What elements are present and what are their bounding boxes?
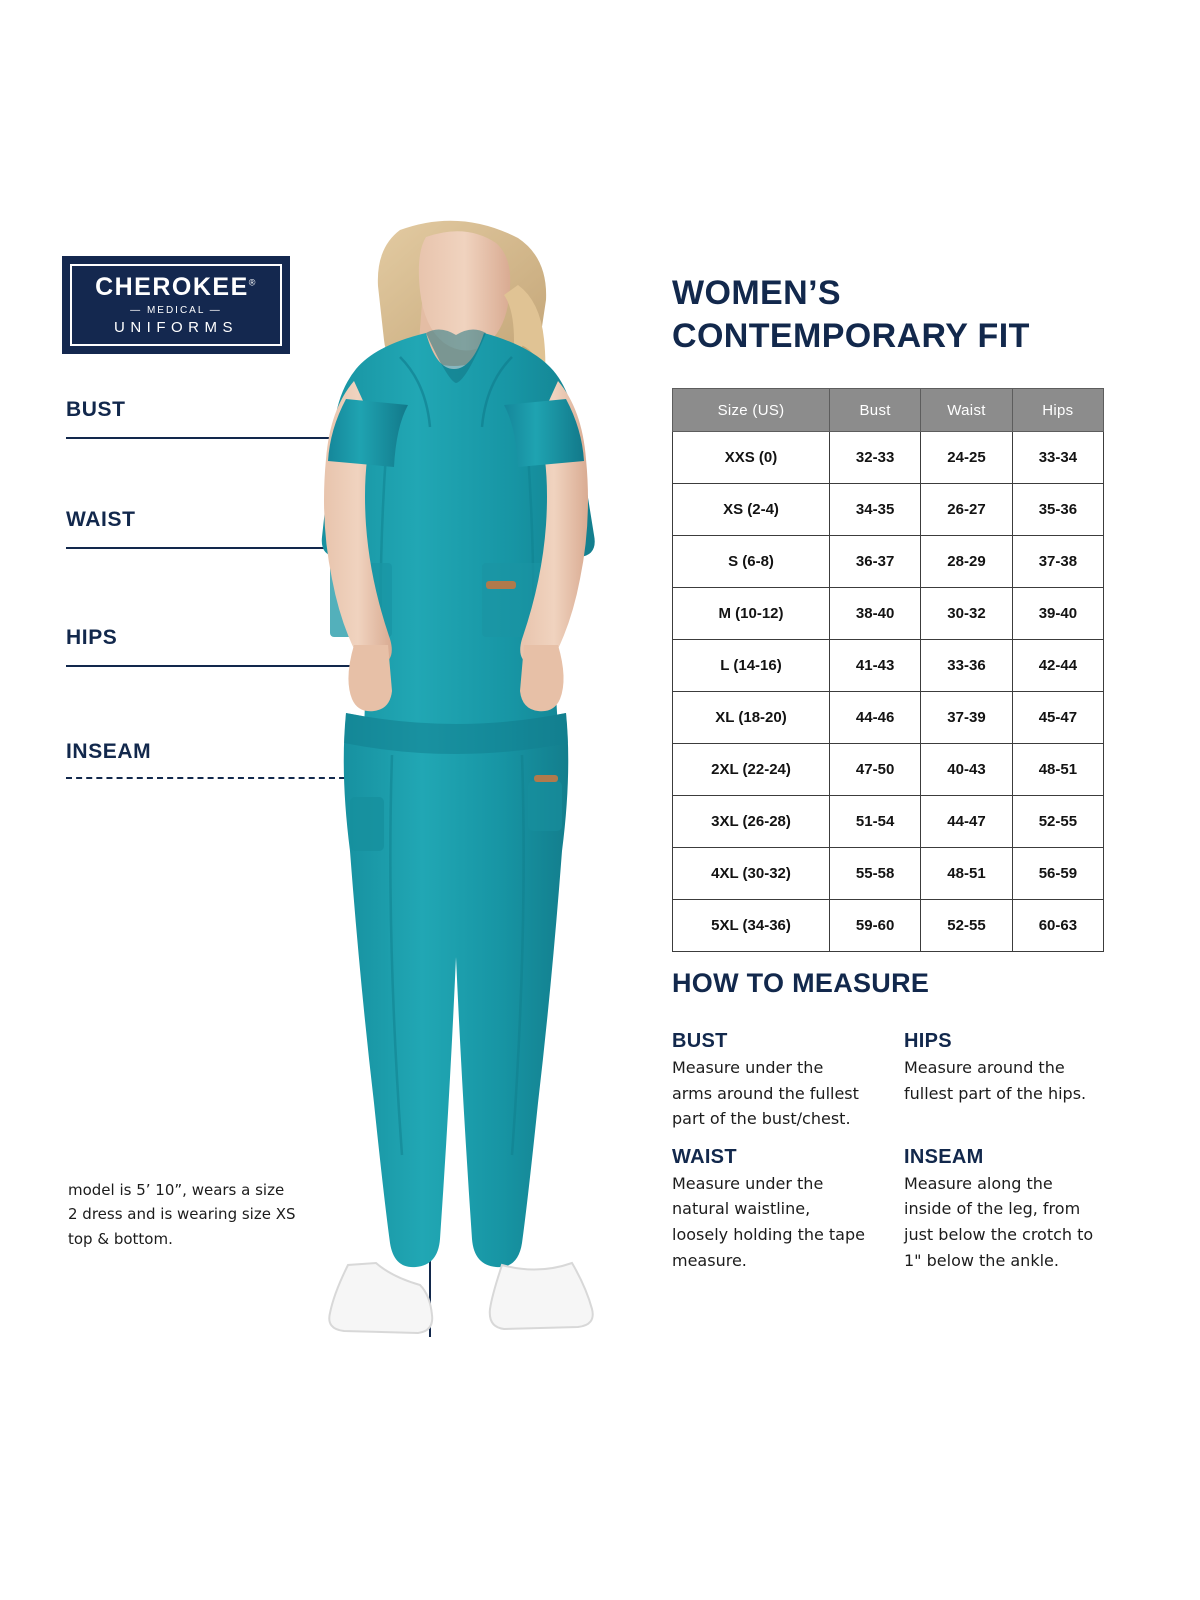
cell-size: 4XL (30-32): [673, 848, 830, 900]
cell-hips: 48-51: [1012, 744, 1103, 796]
how-to-measure-grid: [672, 1016, 1104, 1273]
table-row: [673, 744, 1104, 796]
left-hand: [348, 645, 392, 711]
table-row: [673, 588, 1104, 640]
cell-waist: 37-39: [921, 692, 1013, 744]
how-item-inseam-title: INSEAM: [904, 1145, 984, 1168]
table-row: [673, 536, 1104, 588]
cell-waist: 28-29: [921, 536, 1013, 588]
page-title: [672, 272, 1030, 357]
cell-size: XXS (0): [673, 432, 830, 484]
cell-hips: 42-44: [1012, 640, 1103, 692]
cell-hips: 45-47: [1012, 692, 1103, 744]
callout-label-waist: WAIST: [66, 508, 136, 531]
how-item-bust-title: BUST: [672, 1030, 728, 1052]
cell-waist: 52-55: [921, 900, 1013, 952]
how-item-inseam-text: Measure along the inside of the leg, from just below the crotch to 1" below the ankle.: [904, 1173, 1094, 1270]
callout-label-bust: BUST: [66, 398, 126, 421]
cell-size: XL (18-20): [673, 692, 830, 744]
cell-hips: 39-40: [1012, 588, 1103, 640]
how-item-waist-text: Measure under the natural waistline, loosely holding the tape measure.: [672, 1173, 865, 1270]
cell-bust: 41-43: [830, 640, 921, 692]
callout-label-hips: HIPS: [66, 626, 118, 649]
how-item-inseam: [904, 1132, 1104, 1273]
cell-bust: 44-46: [830, 692, 921, 744]
cell-hips: 60-63: [1012, 900, 1103, 952]
right-shoe: [490, 1263, 593, 1329]
right-hand: [520, 645, 564, 711]
table-row: [673, 432, 1104, 484]
col-size: Size (US): [673, 389, 830, 432]
table-row: [673, 640, 1104, 692]
cell-size: XS (2-4): [673, 484, 830, 536]
registered-mark-icon: ®: [248, 277, 257, 288]
cell-size: S (6-8): [673, 536, 830, 588]
how-item-hips: [904, 1016, 1104, 1132]
how-item-hips-text: Measure around the fullest part of the hips.: [904, 1058, 1087, 1103]
brand-name: [95, 272, 257, 301]
model-note: model is 5’ 10”, wears a size 2 dress and is wearing size XS top & bottom.: [68, 1181, 296, 1248]
logo-tag: [486, 581, 516, 589]
cell-waist: 30-32: [921, 588, 1013, 640]
cell-bust: 59-60: [830, 900, 921, 952]
col-bust: Bust: [830, 389, 921, 432]
cell-waist: 44-47: [921, 796, 1013, 848]
brand-name-text: CHEROKEE: [95, 272, 249, 301]
how-item-bust-text: Measure under the arms around the fullest part of the bust/chest.: [672, 1058, 859, 1129]
cell-size: 2XL (22-24): [673, 744, 830, 796]
page-title-line1: WOMEN’S: [672, 274, 842, 312]
how-item-waist-title: WAIST: [672, 1145, 737, 1168]
how-item-waist: [672, 1132, 904, 1273]
col-waist: Waist: [921, 389, 1013, 432]
table-row: [673, 900, 1104, 952]
table-row: [673, 692, 1104, 744]
cell-bust: 32-33: [830, 432, 921, 484]
size-chart-table: [672, 388, 1104, 952]
callout-label-inseam: INSEAM: [66, 740, 152, 763]
table-row: [673, 848, 1104, 900]
cell-waist: 26-27: [921, 484, 1013, 536]
cell-hips: 33-34: [1012, 432, 1103, 484]
cell-waist: 33-36: [921, 640, 1013, 692]
how-item-bust: [672, 1016, 904, 1132]
cell-size: 3XL (26-28): [673, 796, 830, 848]
page-title-line2: CONTEMPORARY FIT: [672, 316, 1030, 355]
cell-waist: 24-25: [921, 432, 1013, 484]
cell-size: 5XL (34-36): [673, 900, 830, 952]
cell-hips: 52-55: [1012, 796, 1103, 848]
col-hips: Hips: [1012, 389, 1103, 432]
cell-bust: 47-50: [830, 744, 921, 796]
table-header-row: [673, 389, 1104, 432]
cell-waist: 40-43: [921, 744, 1013, 796]
brand-line-medical: — MEDICAL —: [130, 304, 222, 316]
left-shoe: [329, 1263, 432, 1333]
model-illustration: [250, 215, 670, 1365]
how-item-hips-title: HIPS: [904, 1030, 952, 1052]
cell-waist: 48-51: [921, 848, 1013, 900]
table-row: [673, 484, 1104, 536]
cell-bust: 38-40: [830, 588, 921, 640]
brand-line-uniforms: UNIFORMS: [114, 318, 238, 336]
cell-hips: 56-59: [1012, 848, 1103, 900]
how-to-measure-title: HOW TO MEASURE: [672, 968, 930, 998]
cell-bust: 36-37: [830, 536, 921, 588]
cell-size: M (10-12): [673, 588, 830, 640]
cell-bust: 51-54: [830, 796, 921, 848]
cell-bust: 34-35: [830, 484, 921, 536]
table-row: [673, 796, 1104, 848]
cell-size: L (14-16): [673, 640, 830, 692]
cell-bust: 55-58: [830, 848, 921, 900]
cell-hips: 37-38: [1012, 536, 1103, 588]
cell-hips: 35-36: [1012, 484, 1103, 536]
